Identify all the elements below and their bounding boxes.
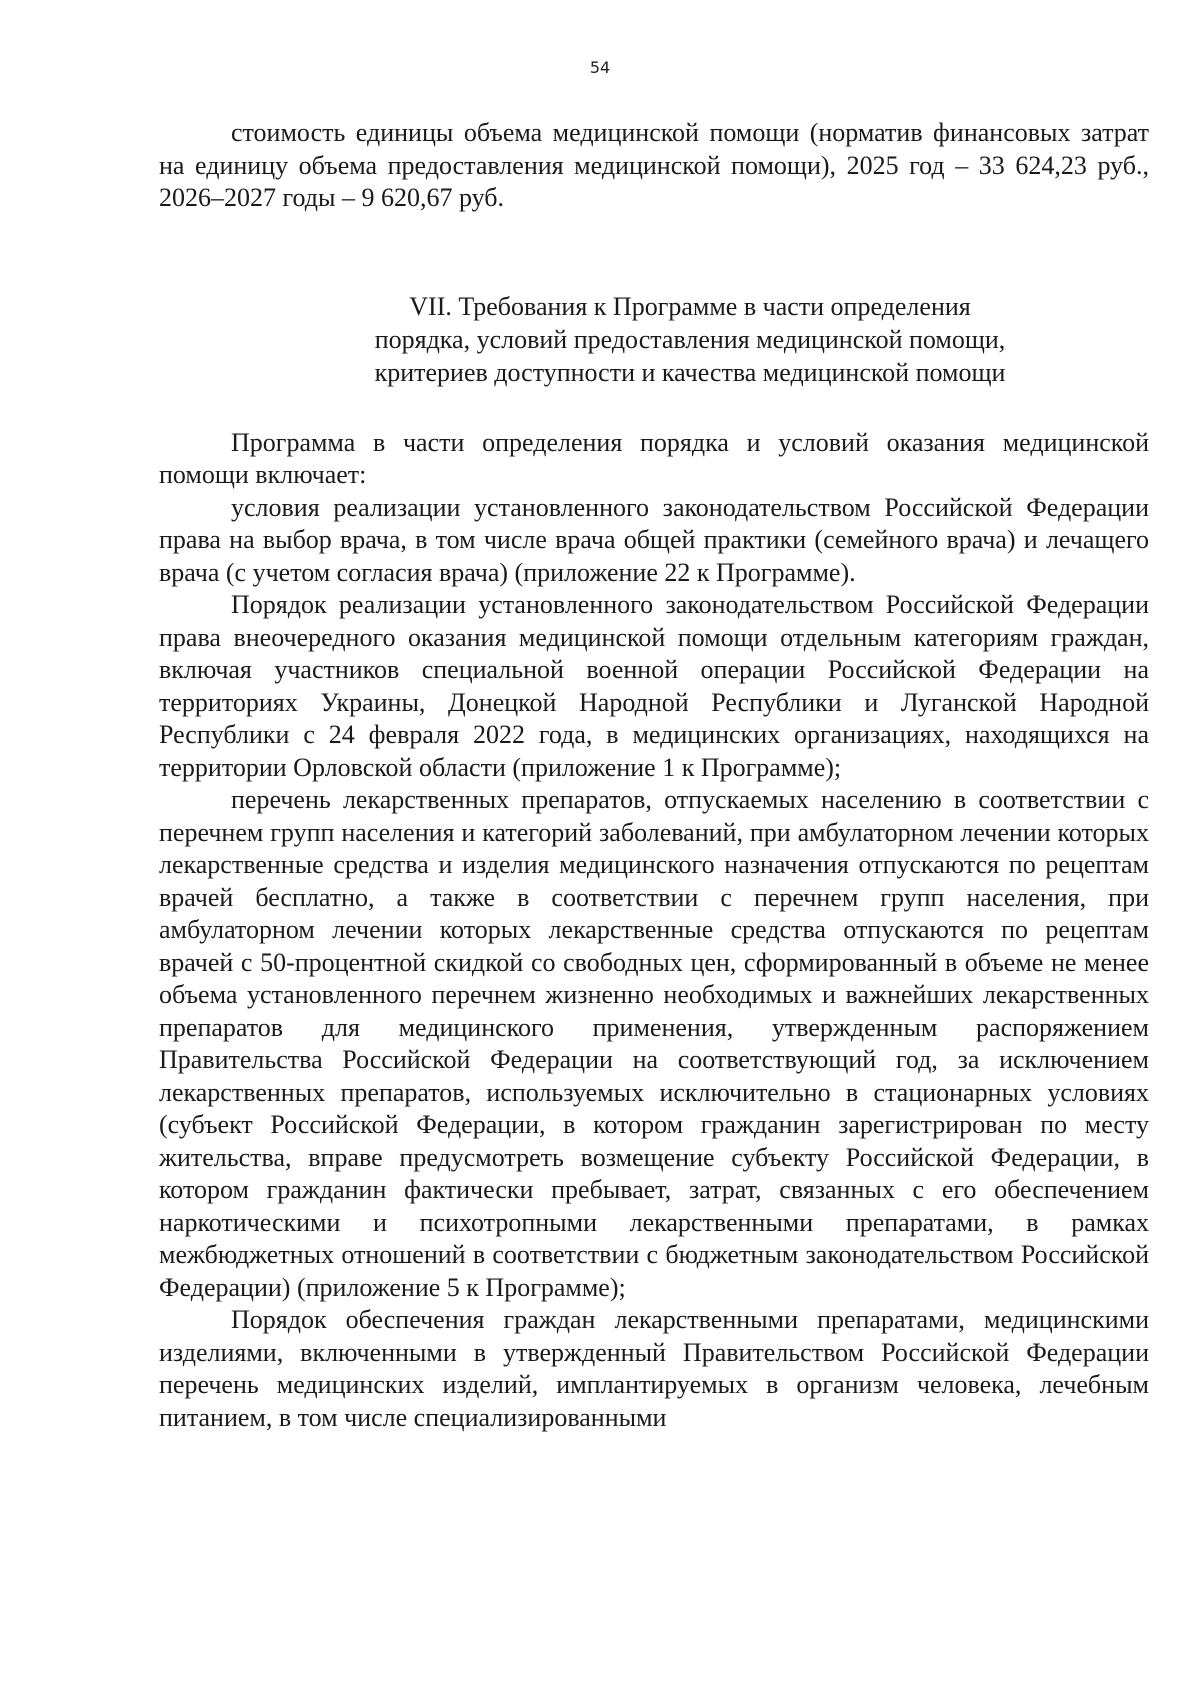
paragraph-drug-list: перечень лекарственных препаратов, отпускаемых населению в соответствии с перечнем групп населения и категорий заболеваний, при амбулаторном лечении которых лекарственные средства и изделия медицинского назначения отпускаются по рецептам врачей бесплатно, а также в соответствии с перечнем групп населения, при амбулаторном лечении которых лекарственные средства отпускаются по рецептам врачей с 50-процентной скидкой со свободных цен, сформированный в объеме не менее объема установленного перечнем жизненно необходимых и важнейших лекарственных препаратов для медицинского применения, утвержденным распоряжением Правительства Российской Федерации на соответствующий год, за исключением лекарственных препаратов, используемых исключительно в стационарных условиях (субъект Российской Федерации, в котором гражданин зарегистрирован по месту жительства, вправе предусмотреть возмещение субъекту Российской Федерации, в котором гражданин фактически пребывает, затрат, связанных с его обеспечением наркотическими и психотропными лекарственными препаратами, в рамках межбюджетных отношений в соответствии с бюджетным законодательством Российской Федерации) (приложение 5 к Программе); bbox=[159, 785, 1149, 1302]
paragraph-choice-of-doctor: условия реализации установленного законодательством Российской Федерации права на выбор врача, в том числе врача общей практики (семейного врача) и лечащего врача (с учетом согласия врача) (приложение 22 к Программе). bbox=[159, 492, 1149, 587]
paragraph-supply-order: Порядок обеспечения граждан лекарственными препаратами, медицинскими изделиями, включенными в утвержденный Правительством Российской Федерации перечень медицинских изделий, имплантируемых в организм человека, лечебным питанием, в том числе специализированными bbox=[159, 1305, 1149, 1432]
section-heading-line: VII. Требования к Программе в части определения bbox=[409, 291, 971, 321]
paragraph-priority-care: Порядок реализации установленного законодательством Российской Федерации права внеочередного оказания медицинской помощи отдельным категориям граждан, включая участников специальной военной операции Российской Федерации на территориях Украины, Донецкой Народной Республики и Луганской Народной Республики с 24 февраля 2022 года, в медицинских организациях, находящихся на территории Орловской области (приложение 1 к Программе); bbox=[159, 590, 1149, 782]
section-heading-line: критериев доступности и качества медицинской помощи bbox=[374, 357, 1006, 387]
document-body bbox=[159, 117, 1149, 1434]
section-heading-line: порядка, условий предоставления медицинской помощи, bbox=[374, 324, 1006, 354]
page-number: 54 bbox=[589, 58, 611, 77]
paragraph-intro: Программа в части определения порядка и условий оказания медицинской помощи включает: bbox=[159, 427, 1149, 489]
section-heading bbox=[159, 290, 1149, 389]
paragraph-cost-norm: стоимость единицы объема медицинской помощи (норматив финансовых затрат на единицу объема предоставления медицинской помощи), 2025 год – 33 624,23 руб., 2026–2027 годы – 9 620,67 руб. bbox=[159, 118, 1149, 212]
